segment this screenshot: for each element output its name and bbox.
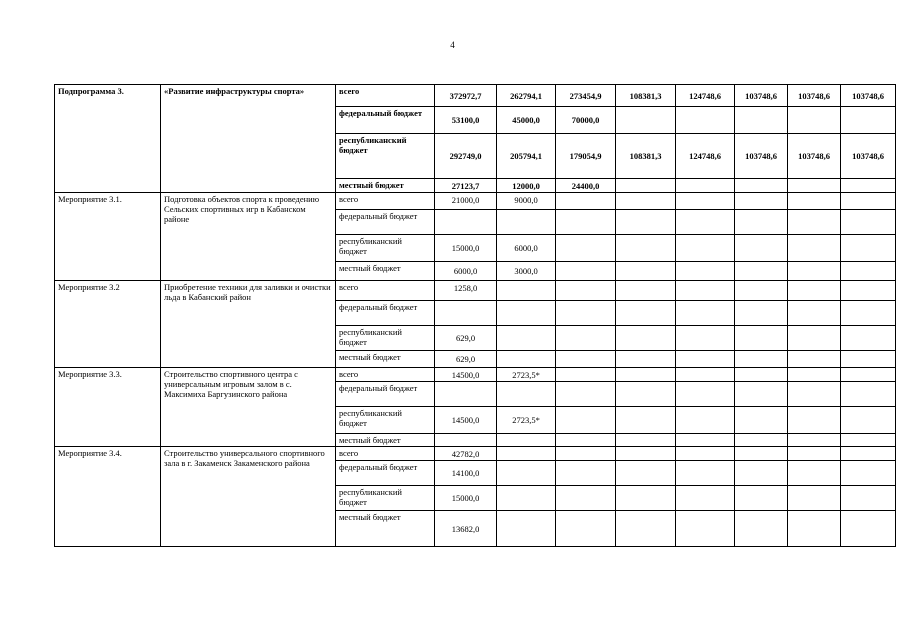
amount-cell — [676, 210, 735, 235]
amount-cell — [735, 382, 788, 407]
amount-cell — [556, 461, 616, 486]
amount-cell: 103748,6 — [735, 85, 788, 107]
amount-cell — [616, 368, 676, 382]
amount-cell — [841, 434, 896, 447]
measure-title: Подготовка объектов спорта к проведению Сельских спортивных игр в Кабанском районе — [161, 193, 336, 281]
amount-cell — [841, 301, 896, 326]
amount-cell: 108381,3 — [616, 134, 676, 179]
amount-cell — [556, 262, 616, 281]
amount-cell: 12000,0 — [497, 179, 556, 193]
amount-cell — [497, 210, 556, 235]
amount-cell — [676, 179, 735, 193]
amount-cell — [497, 511, 556, 547]
amount-cell — [435, 210, 497, 235]
amount-cell — [616, 235, 676, 262]
amount-cell — [676, 262, 735, 281]
amount-cell — [788, 511, 841, 547]
measure-row — [55, 447, 896, 461]
amount-cell: 9000,0 — [497, 193, 556, 210]
amount-cell — [497, 486, 556, 511]
amount-cell — [735, 368, 788, 382]
amount-cell — [497, 382, 556, 407]
amount-cell — [841, 193, 896, 210]
amount-cell: 103748,6 — [735, 134, 788, 179]
amount-cell: 53100,0 — [435, 107, 497, 134]
amount-cell — [735, 447, 788, 461]
amount-cell — [556, 486, 616, 511]
funding-source: всего — [336, 85, 435, 107]
amount-cell — [841, 382, 896, 407]
subprogram-label: Подпрограмма 3. — [55, 85, 161, 193]
funding-source: всего — [336, 281, 435, 301]
amount-cell — [841, 179, 896, 193]
amount-cell — [556, 281, 616, 301]
amount-cell: 15000,0 — [435, 235, 497, 262]
amount-cell — [841, 281, 896, 301]
amount-cell — [616, 351, 676, 368]
amount-cell: 27123,7 — [435, 179, 497, 193]
amount-cell — [676, 326, 735, 351]
amount-cell — [841, 326, 896, 351]
amount-cell: 1258,0 — [435, 281, 497, 301]
amount-cell — [788, 281, 841, 301]
amount-cell — [735, 326, 788, 351]
amount-cell — [841, 351, 896, 368]
amount-cell — [556, 326, 616, 351]
funding-source: местный бюджет — [336, 179, 435, 193]
amount-cell — [616, 107, 676, 134]
amount-cell — [841, 486, 896, 511]
amount-cell — [556, 351, 616, 368]
amount-cell — [676, 107, 735, 134]
amount-cell — [735, 210, 788, 235]
subprogram-title: «Развитие инфраструктуры спорта» — [161, 85, 336, 193]
amount-cell — [735, 262, 788, 281]
amount-cell — [497, 301, 556, 326]
amount-cell — [556, 511, 616, 547]
amount-cell — [676, 434, 735, 447]
amount-cell — [556, 447, 616, 461]
amount-cell — [616, 511, 676, 547]
amount-cell — [616, 179, 676, 193]
amount-cell — [841, 447, 896, 461]
amount-cell: 42782,0 — [435, 447, 497, 461]
funding-source: местный бюджет — [336, 434, 435, 447]
amount-cell — [788, 235, 841, 262]
amount-cell: 124748,6 — [676, 134, 735, 179]
amount-cell — [435, 382, 497, 407]
funding-source: федеральный бюджет — [336, 382, 435, 407]
amount-cell: 372972,7 — [435, 85, 497, 107]
amount-cell — [841, 210, 896, 235]
amount-cell — [735, 351, 788, 368]
amount-cell — [676, 407, 735, 434]
amount-cell — [556, 301, 616, 326]
amount-cell — [788, 193, 841, 210]
measure-title: Строительство спортивного центра с универсальным игровым залом в с. Максимиха Баргузинского района — [161, 368, 336, 447]
amount-cell — [841, 235, 896, 262]
amount-cell — [556, 382, 616, 407]
amount-cell: 13682,0 — [435, 511, 497, 547]
amount-cell: 2723,5* — [497, 407, 556, 434]
amount-cell — [676, 486, 735, 511]
amount-cell — [676, 447, 735, 461]
measure-title: Строительство универсального спортивного зала в г. Закаменск Закаменского района — [161, 447, 336, 547]
amount-cell — [616, 434, 676, 447]
amount-cell: 103748,6 — [841, 85, 896, 107]
amount-cell — [735, 179, 788, 193]
amount-cell — [735, 511, 788, 547]
amount-cell: 103748,6 — [841, 134, 896, 179]
measure-label: Мероприятие 3.4. — [55, 447, 161, 547]
amount-cell — [497, 461, 556, 486]
amount-cell — [841, 368, 896, 382]
funding-source: федеральный бюджет — [336, 301, 435, 326]
amount-cell — [497, 326, 556, 351]
amount-cell — [788, 107, 841, 134]
amount-cell — [788, 434, 841, 447]
amount-cell — [556, 210, 616, 235]
amount-cell: 3000,0 — [497, 262, 556, 281]
amount-cell: 14500,0 — [435, 368, 497, 382]
amount-cell — [841, 107, 896, 134]
amount-cell: 629,0 — [435, 351, 497, 368]
amount-cell — [735, 434, 788, 447]
amount-cell — [788, 461, 841, 486]
amount-cell — [556, 434, 616, 447]
funding-source: местный бюджет — [336, 511, 435, 547]
amount-cell — [841, 407, 896, 434]
amount-cell — [788, 351, 841, 368]
amount-cell — [676, 461, 735, 486]
amount-cell — [788, 447, 841, 461]
amount-cell — [841, 511, 896, 547]
amount-cell: 108381,3 — [616, 85, 676, 107]
amount-cell — [735, 281, 788, 301]
measure-title: Приобретение техники для заливки и очистки льда в Кабанский район — [161, 281, 336, 368]
amount-cell: 70000,0 — [556, 107, 616, 134]
amount-cell — [616, 461, 676, 486]
amount-cell: 45000,0 — [497, 107, 556, 134]
amount-cell: 15000,0 — [435, 486, 497, 511]
amount-cell: 629,0 — [435, 326, 497, 351]
amount-cell — [676, 368, 735, 382]
amount-cell — [788, 486, 841, 511]
amount-cell — [616, 447, 676, 461]
amount-cell — [497, 351, 556, 368]
amount-cell — [616, 193, 676, 210]
amount-cell: 103748,6 — [788, 85, 841, 107]
amount-cell — [616, 382, 676, 407]
amount-cell — [435, 434, 497, 447]
amount-cell — [497, 434, 556, 447]
amount-cell: 124748,6 — [676, 85, 735, 107]
amount-cell — [556, 193, 616, 210]
measure-row — [55, 281, 896, 301]
amount-cell — [788, 262, 841, 281]
amount-cell — [497, 447, 556, 461]
funding-source: федеральный бюджет — [336, 210, 435, 235]
amount-cell — [676, 301, 735, 326]
amount-cell — [616, 486, 676, 511]
amount-cell — [788, 301, 841, 326]
amount-cell — [788, 210, 841, 235]
amount-cell — [788, 382, 841, 407]
amount-cell: 205794,1 — [497, 134, 556, 179]
amount-cell: 262794,1 — [497, 85, 556, 107]
amount-cell — [435, 301, 497, 326]
amount-cell — [841, 262, 896, 281]
amount-cell — [788, 179, 841, 193]
amount-cell — [788, 326, 841, 351]
amount-cell — [841, 461, 896, 486]
measure-row — [55, 193, 896, 210]
amount-cell — [497, 281, 556, 301]
funding-source: республиканский бюджет — [336, 134, 435, 179]
amount-cell — [735, 461, 788, 486]
amount-cell — [616, 301, 676, 326]
measure-label: Мероприятие 3.1. — [55, 193, 161, 281]
amount-cell: 14100,0 — [435, 461, 497, 486]
amount-cell — [676, 351, 735, 368]
amount-cell — [556, 407, 616, 434]
amount-cell — [735, 301, 788, 326]
funding-source: всего — [336, 447, 435, 461]
funding-source: республиканский бюджет — [336, 326, 435, 351]
funding-source: всего — [336, 193, 435, 210]
amount-cell — [735, 107, 788, 134]
amount-cell — [676, 281, 735, 301]
funding-source: всего — [336, 368, 435, 382]
budget-table — [54, 84, 896, 547]
amount-cell — [788, 407, 841, 434]
amount-cell — [788, 368, 841, 382]
amount-cell — [556, 368, 616, 382]
amount-cell — [616, 326, 676, 351]
measure-row — [55, 368, 896, 382]
amount-cell — [735, 486, 788, 511]
amount-cell — [616, 262, 676, 281]
measure-label: Мероприятие 3.3. — [55, 368, 161, 447]
amount-cell — [676, 193, 735, 210]
amount-cell — [616, 210, 676, 235]
amount-cell — [676, 511, 735, 547]
amount-cell — [676, 235, 735, 262]
funding-source: федеральный бюджет — [336, 461, 435, 486]
amount-cell: 6000,0 — [497, 235, 556, 262]
amount-cell: 292749,0 — [435, 134, 497, 179]
amount-cell: 14500,0 — [435, 407, 497, 434]
funding-source: местный бюджет — [336, 262, 435, 281]
amount-cell — [735, 235, 788, 262]
amount-cell — [676, 382, 735, 407]
measure-label: Мероприятие 3.2 — [55, 281, 161, 368]
funding-source: республиканский бюджет — [336, 235, 435, 262]
amount-cell — [556, 235, 616, 262]
page-number: 4 — [450, 40, 455, 50]
amount-cell: 179054,9 — [556, 134, 616, 179]
subprogram-row — [55, 85, 896, 107]
funding-source: местный бюджет — [336, 351, 435, 368]
amount-cell: 273454,9 — [556, 85, 616, 107]
amount-cell: 103748,6 — [788, 134, 841, 179]
amount-cell — [616, 407, 676, 434]
amount-cell — [616, 281, 676, 301]
amount-cell — [735, 407, 788, 434]
amount-cell: 24400,0 — [556, 179, 616, 193]
amount-cell — [735, 193, 788, 210]
funding-source: республиканский бюджет — [336, 407, 435, 434]
amount-cell: 6000,0 — [435, 262, 497, 281]
funding-source: республиканский бюджет — [336, 486, 435, 511]
amount-cell: 2723,5* — [497, 368, 556, 382]
funding-source: федеральный бюджет — [336, 107, 435, 134]
amount-cell: 21000,0 — [435, 193, 497, 210]
